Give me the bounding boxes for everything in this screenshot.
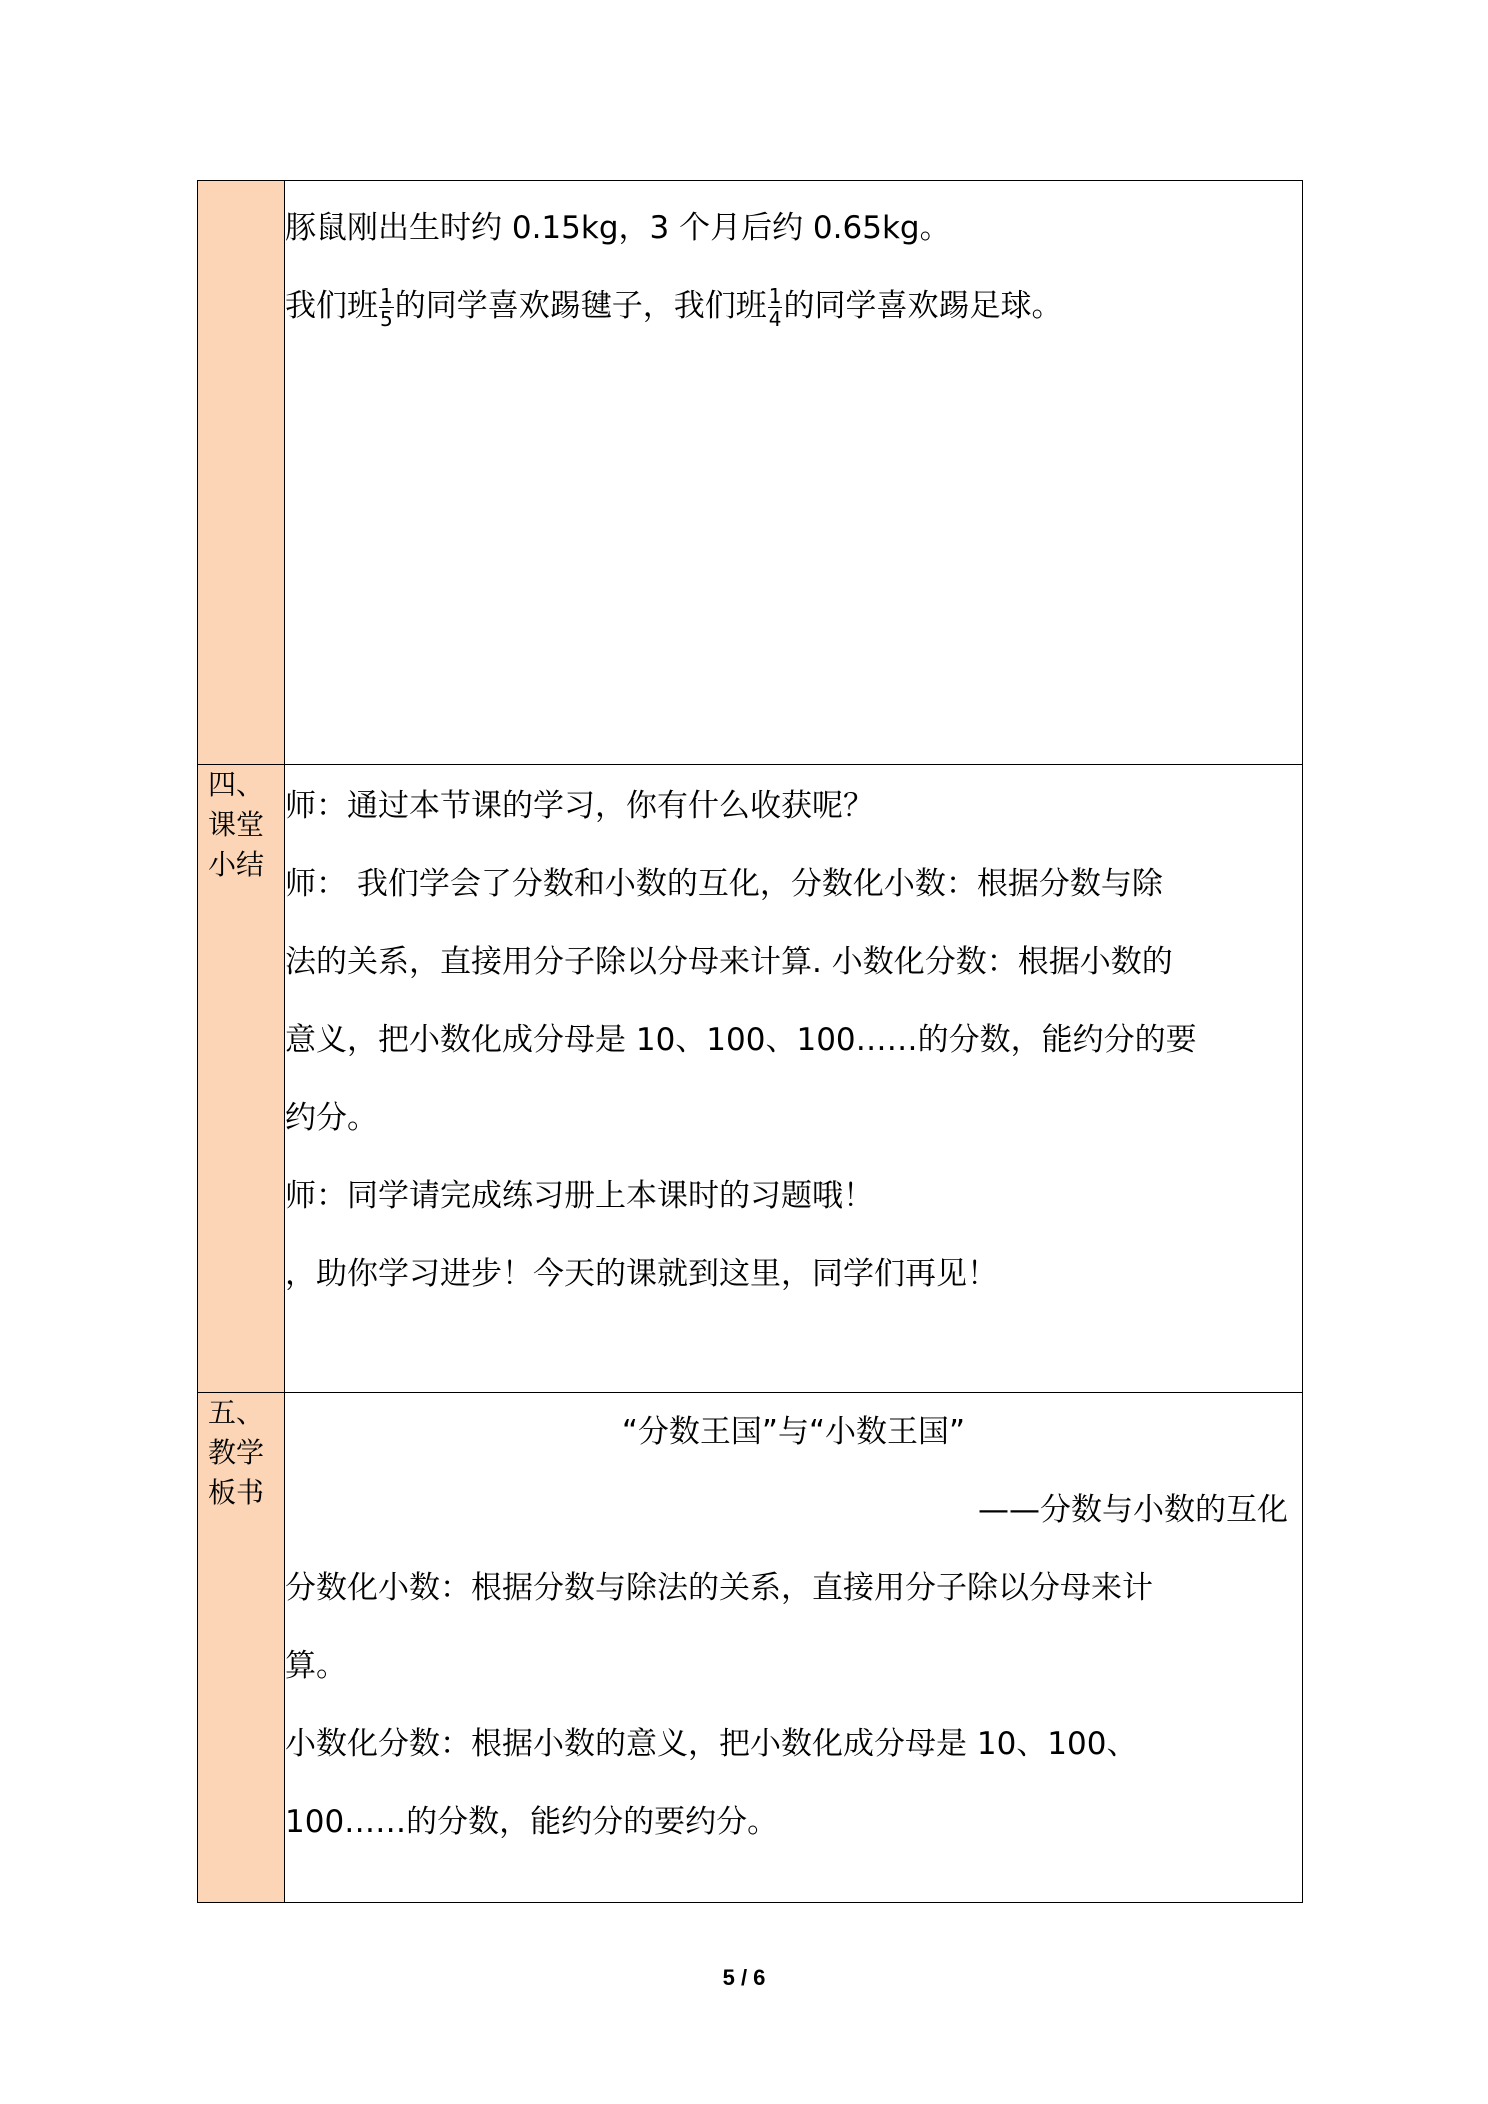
table-row <box>198 1393 1303 1903</box>
paragraph: 师：同学请完成练习册上本课时的习题哦！ <box>285 1178 874 1214</box>
paragraph: 分数化小数：根据分数与除法的关系，直接用分子除以分母来计 <box>285 1570 1153 1606</box>
text-segment: 的同学喜欢踢毽子，我们班 <box>394 288 767 324</box>
fraction-one-quarter <box>768 285 783 330</box>
example-text-guinea-pig: 豚鼠刚出生时约 0.15kg，3 个月后约 0.65kg。 <box>285 210 951 246</box>
row-content <box>285 765 1303 1393</box>
example-text-fractions <box>285 267 1302 345</box>
fraction-denominator: 4 <box>768 307 782 331</box>
table-row <box>198 765 1303 1393</box>
label-line: 课堂 <box>208 808 265 841</box>
fraction-one-fifth <box>379 285 394 330</box>
paragraph: 师：通过本节课的学习，你有什么收获呢？ <box>285 788 874 824</box>
label-line: 教学 <box>208 1436 265 1469</box>
row-label-board <box>198 1393 285 1903</box>
paragraph: 师： 我们学会了分数和小数的互化，分数化小数：根据分数与除 <box>285 866 1163 902</box>
label-line: 板书 <box>208 1476 265 1509</box>
fraction-numerator: 1 <box>380 284 393 308</box>
board-subtitle: ——分数与小数的互化 <box>978 1492 1288 1528</box>
paragraph: 100……的分数，能约分的要约分。 <box>285 1804 779 1840</box>
board-title: “分数王国”与“小数王国” <box>621 1414 966 1450</box>
paragraph: 法的关系，直接用分子除以分母来计算. 小数化分数：根据小数的 <box>285 944 1173 980</box>
page-number: 5 / 6 <box>722 1965 766 1990</box>
paragraph: 算。 <box>285 1648 347 1684</box>
label-line: 小结 <box>208 848 265 881</box>
row-content <box>285 181 1303 765</box>
row-label-summary <box>198 765 285 1393</box>
paragraph: 小数化分数：根据小数的意义，把小数化成分母是 10、100、 <box>285 1726 1138 1762</box>
label-line: 五、 <box>208 1396 265 1429</box>
paragraph: 约分。 <box>285 1100 378 1136</box>
text-segment: 的同学喜欢踢足球。 <box>783 288 1063 324</box>
paragraph: ，助你学习进步！今天的课就到这里，同学们再见！ <box>285 1256 998 1292</box>
lesson-plan-table <box>197 180 1303 1903</box>
label-line: 四、 <box>208 768 265 801</box>
row-content <box>285 1393 1303 1903</box>
paragraph: 意义，把小数化成分母是 10、100、100……的分数，能约分的要 <box>285 1022 1197 1058</box>
row-label-empty <box>198 181 285 765</box>
table-row <box>198 181 1303 765</box>
fraction-denominator: 5 <box>380 307 393 331</box>
fraction-numerator: 1 <box>768 284 782 308</box>
text-segment: 我们班 <box>285 288 378 324</box>
